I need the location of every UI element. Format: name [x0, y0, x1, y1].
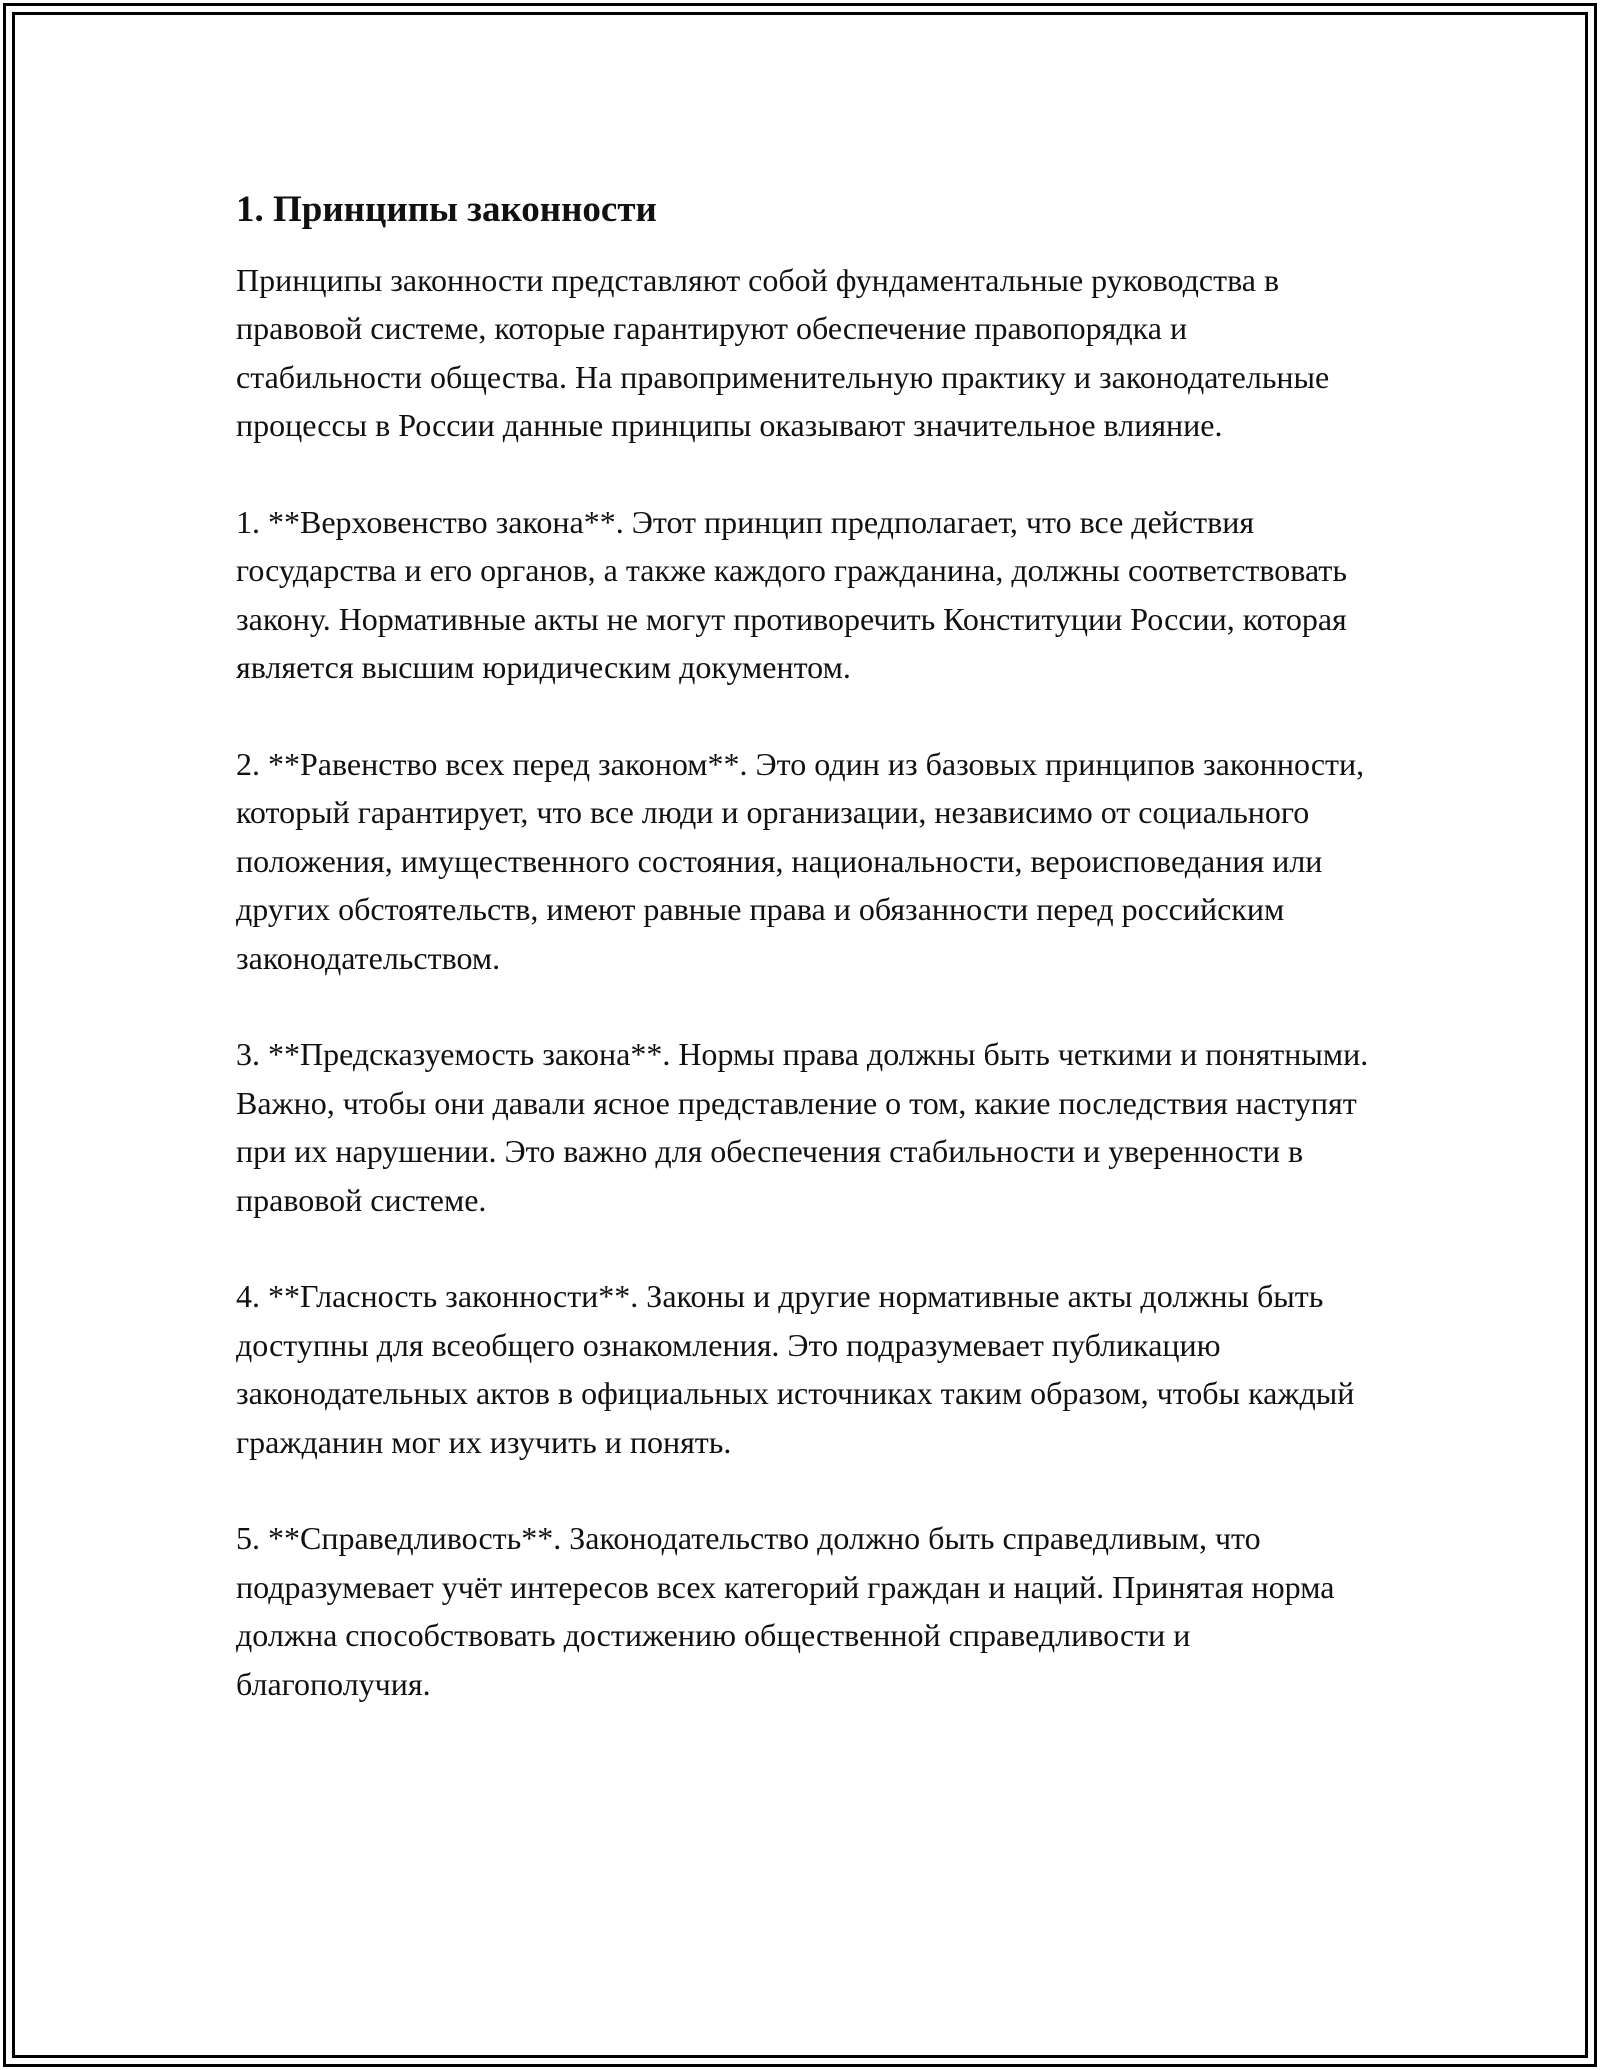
- principle-predictability: 3. **Предсказуемость закона**. Нормы права должны быть четкими и понятными. Важно, чтобы они давали ясное представление о том, какие последствия наступят при их нарушении. Это важно для обеспечения стабильности и уверенности в правовой системе.: [236, 1036, 1369, 1218]
- section-heading: 1. Принципы законности: [236, 189, 657, 230]
- document-body: [236, 186, 1376, 1757]
- principle-justice: 5. **Справедливость**. Законодательство должно быть справедливым, что подразумевает учёт интересов всех категорий граждан и наций. Принятая норма должна способствовать достижению общественной справедливости и благополучия.: [236, 1520, 1335, 1702]
- principle-rule-of-law: 1. **Верховенство закона**. Этот принцип предполагает, что все действия государства и его органов, а также каждого гражданина, должны соответствовать закону. Нормативные акты не могут противоречить Конституции России, которая является высшим юридическим документом.: [236, 504, 1347, 686]
- principle-publicity: 4. **Гласность законности**. Законы и другие нормативные акты должны быть доступны для всеобщего ознакомления. Это подразумевает публикацию законодательных актов в официальных источниках таким образом, чтобы каждый гражданин мог их изучить и понять.: [236, 1278, 1355, 1460]
- principle-equality: 2. **Равенство всех перед законом**. Это один из базовых принципов законности, который гарантирует, что все люди и организации, независимо от социального положения, имущественного состояния, национальности, вероисповедания или других обстоятельств, имеют равные права и обязанности перед российским законодательством.: [236, 746, 1365, 976]
- intro-paragraph: Принципы законности представляют собой фундаментальные руководства в правовой системе, которые гарантируют обеспечение правопорядка и стабильности общества. На правоприменительную практику и законодательные процессы в России данные принципы оказывают значительное влияние.: [236, 262, 1330, 444]
